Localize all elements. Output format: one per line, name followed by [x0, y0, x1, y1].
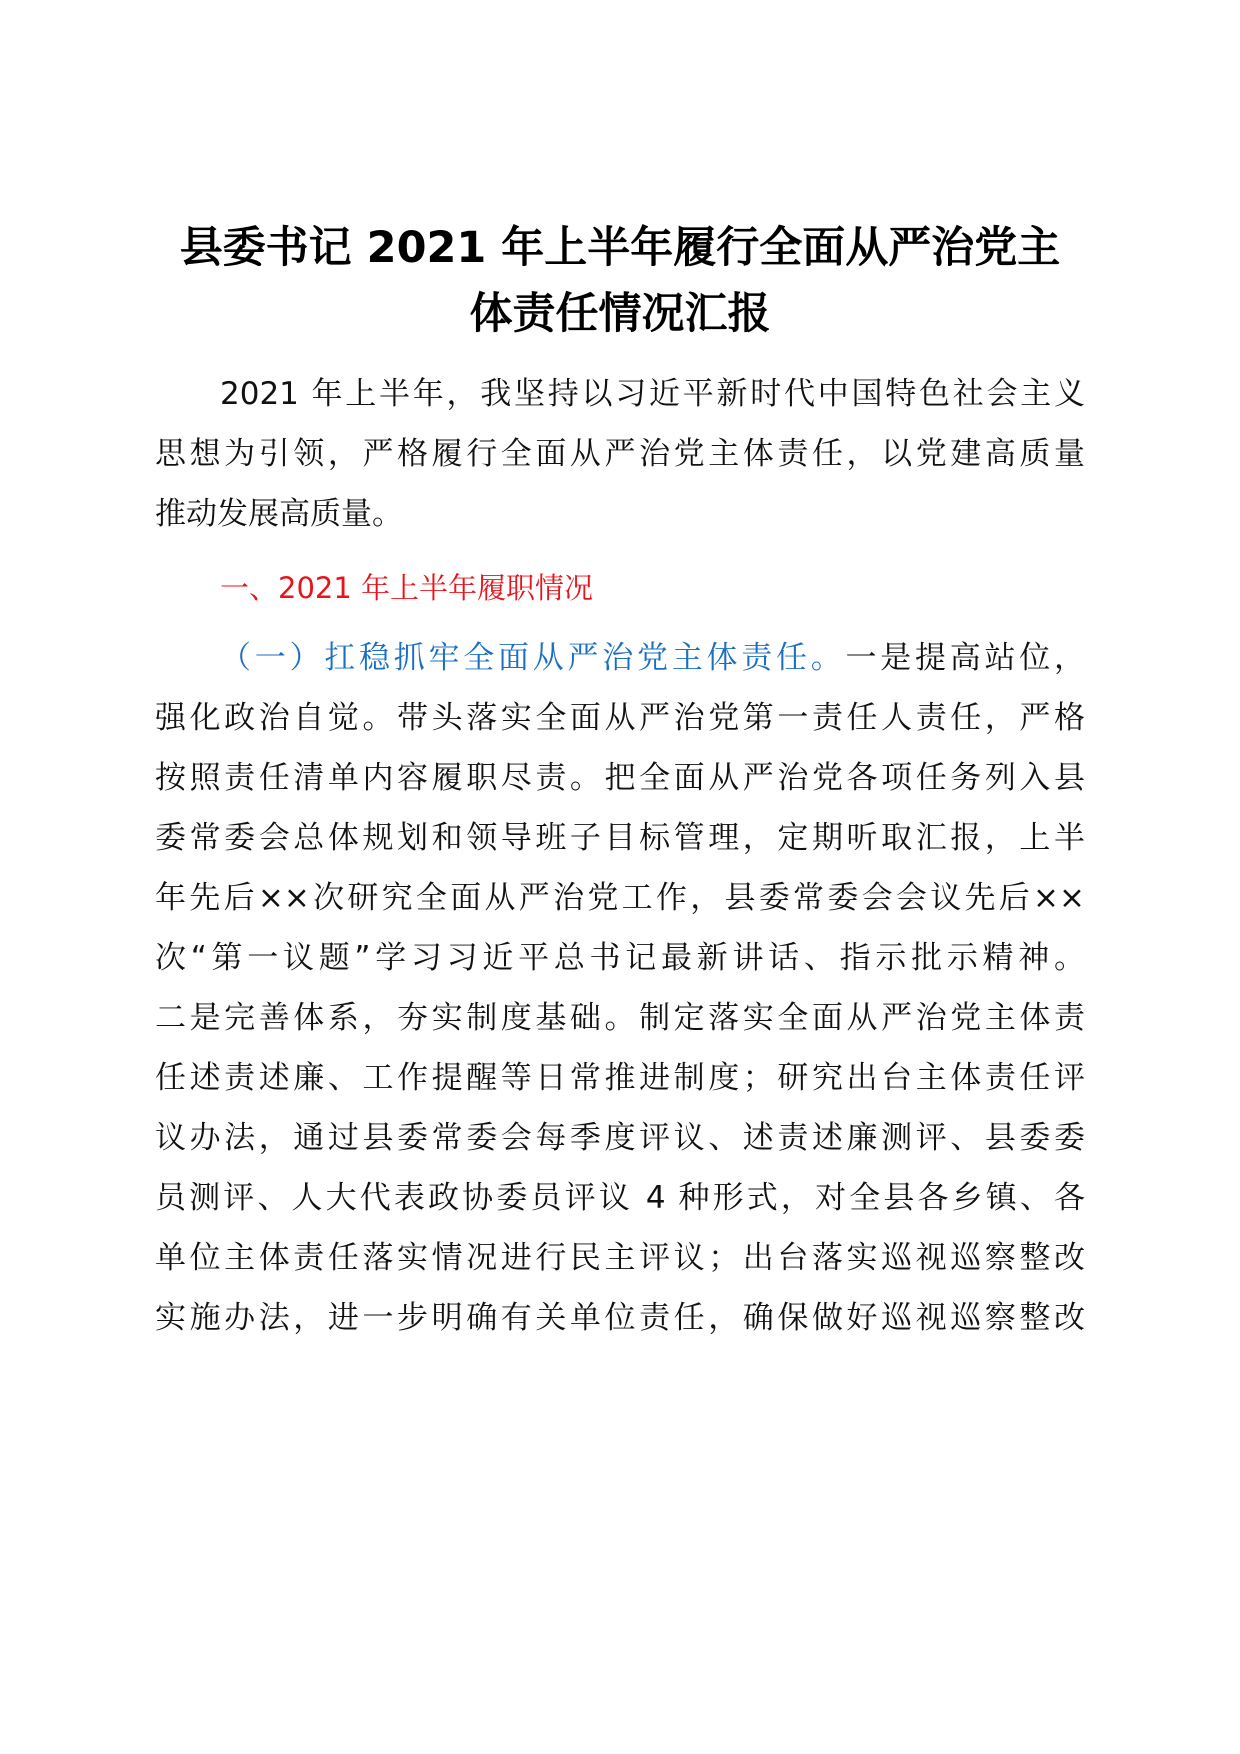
subsection-first-line-rest: 一是提高站位， [845, 640, 1085, 676]
document-title-line-1: 县委书记 2021 年上半年履行全面从严治党主 [179, 223, 1061, 273]
body-line: 员测评、人大代表政协委员评议 4 种形式，对全县各乡镇、各 [155, 1180, 1085, 1216]
body-line: 单位主体责任落实情况进行民主评议；出台落实巡视巡察整改 [155, 1240, 1085, 1276]
body-line: 年先后××次研究全面从严治党工作，县委常委会会议先后×× [155, 880, 1085, 916]
body-line: 次“第一议题”学习习近平总书记最新讲话、指示批示精神。 [155, 940, 1085, 976]
body-line: 实施办法，进一步明确有关单位责任，确保做好巡视巡察整改 [155, 1300, 1085, 1336]
intro-line-2: 思想为引领，严格履行全面从严治党主体责任，以党建高质量 [155, 436, 1085, 472]
body-line: 议办法，通过县委常委会每季度评议、述责述廉测评、县委委 [155, 1120, 1085, 1156]
body-line: 强化政治自觉。带头落实全面从严治党第一责任人责任，严格 [155, 700, 1085, 736]
body-line: 二是完善体系，夯实制度基础。制定落实全面从严治党主体责 [155, 1000, 1085, 1036]
intro-line-1: 2021 年上半年，我坚持以习近平新时代中国特色社会主义 [220, 376, 1085, 412]
subsection-first-line [220, 636, 1085, 680]
subsection-heading: （一）扛稳抓牢全面从严治党主体责任。 [220, 640, 846, 676]
document-title-line-2: 体责任情况汇报 [469, 289, 771, 339]
body-line: 委常委会总体规划和领导班子目标管理，定期听取汇报，上半 [155, 820, 1085, 856]
intro-line-3: 推动发展高质量。 [155, 496, 403, 532]
body-line: 任述责述廉、工作提醒等日常推进制度；研究出台主体责任评 [155, 1060, 1085, 1096]
body-line: 按照责任清单内容履职尽责。把全面从严治党各项任务列入县 [155, 760, 1085, 796]
section-heading: 一、2021 年上半年履职情况 [220, 571, 594, 605]
